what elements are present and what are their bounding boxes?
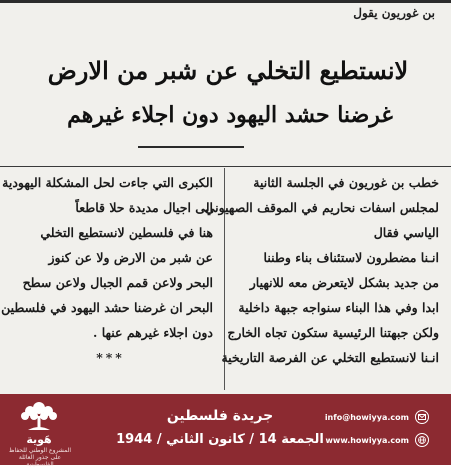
- article-column-left: [1, 170, 213, 370]
- article-line: الى اجيال مديدة حلا قاطعاً: [75, 200, 213, 215]
- article-column-right: [204, 170, 439, 370]
- article-line: الياسي فقال: [373, 225, 439, 240]
- logo-name: هَوية: [26, 433, 52, 446]
- article-line: البحر ولاعن قمم الجبال ولاعن سطح: [22, 275, 213, 290]
- article-line: من جديد بشكل لايتعرض معه للانهيار: [249, 275, 439, 290]
- email-contact[interactable]: [325, 410, 429, 424]
- headline-sub: غرضنا حشد اليهود دون اجلاء غيرهم: [67, 102, 393, 128]
- email-icon: [415, 410, 429, 424]
- article-line: انـنا مضطرون لاستئناف بناء وطننا: [263, 250, 439, 265]
- article-line: عن شبر من الارض ولا عن كنوز: [48, 250, 213, 265]
- article-line: ابدا وفي هذا البناء سنواجه جبهة داخلية: [238, 300, 439, 315]
- website-text[interactable]: www.howiyya.com: [325, 435, 409, 445]
- article-line: ولكن جبهتنا الرئيسية ستكون تجاه الخارج: [227, 325, 439, 340]
- logo-tagline: المشروع الوطني للحفاظ على جذور العائلة الفلسطينية: [8, 447, 72, 468]
- columns-top-rule: [0, 166, 451, 167]
- article-line: لمجلس اسفات نحاريم في الموقف الصهيوني: [204, 200, 439, 215]
- globe-icon: [415, 433, 429, 447]
- article-line: خطب بن غوريون في الجلسة الثانية: [253, 175, 439, 190]
- email-text[interactable]: info@howiyya.com: [324, 412, 409, 422]
- article-line: الكبرى التي جاءت لحل المشكلة اليهودية: [2, 175, 213, 190]
- newspaper-name: جريدة فلسطين: [166, 408, 274, 424]
- article-line: هنا في فلسطين لانستطيع التخلي: [40, 225, 213, 240]
- article-end-stars: ***: [96, 350, 125, 365]
- article-line: دون اجلاء غيرهم عنها .: [93, 325, 213, 340]
- headline-divider: [138, 146, 244, 148]
- website-contact[interactable]: [326, 433, 429, 447]
- tree-logo-icon: [14, 400, 64, 434]
- article-line: البحر ان غرضنا حشد اليهود في فلسطين: [1, 300, 213, 315]
- headline-main: لانستطيع التخلي عن شبر من الارض: [47, 56, 409, 85]
- article-line: انـنا لانستطيع التخلي عن الفرصة التاريخية: [221, 350, 439, 365]
- top-border: [0, 0, 451, 3]
- byline: بن غوريون يقول: [353, 6, 435, 20]
- publication-date: الجمعة 14 / كانون الثاني / 1944: [116, 432, 324, 447]
